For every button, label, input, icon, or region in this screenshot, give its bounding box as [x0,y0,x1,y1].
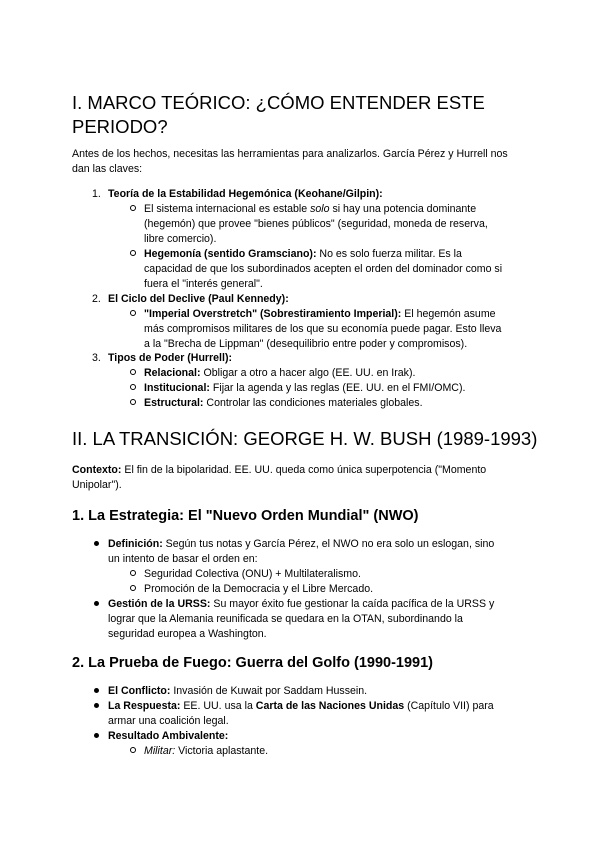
section2-title: II. LA TRANSICIÓN: GEORGE H. W. BUSH (1989-1993) [72,428,538,449]
list-subitem: Relacional: Obligar a otro a hacer algo (EE. UU. en Irak). [144,367,416,379]
subsection1-title: 1. La Estrategia: El "Nuevo Orden Mundial" (NWO) [72,508,419,524]
list-item-cont: seguridad europea a Washington. [108,628,267,640]
list-subitem: Estructural: Controlar las condiciones materiales globales. [144,397,423,409]
list-item-title: Teoría de la Estabilidad Hegemónica (Keohane/Gilpin): [108,188,383,200]
list-item-title: Tipos de Poder (Hurrell): [108,352,233,364]
list-item-title: El Ciclo del Declive (Paul Kennedy): [108,293,289,305]
list-item: El Conflicto: Invasión de Kuwait por Saddam Hussein. [108,685,368,697]
circle-bullet-icon [130,202,136,217]
list-item: Definición: Según tus notas y García Pérez, el NWO no era solo un eslogan, sino [108,538,495,550]
subsection2-title: 2. La Prueba de Fuego: Guerra del Golfo (1990-1991) [72,655,433,671]
section1-title: I. MARCO TEÓRICO: ¿CÓMO ENTENDER ESTE PERIODO? [72,92,485,137]
circle-bullet-icon [130,744,136,759]
list-item-cont: lograr que la Alemania reunificada se quedara en la OTAN, subordinando la [108,613,463,625]
list-item-cont: un intento de basar el orden en: [108,553,258,565]
disc-bullet-icon [94,699,99,714]
list-subitem: El sistema internacional es estable solo si hay una potencia dominante [144,203,477,215]
circle-bullet-icon [130,381,136,396]
list-subitem-cont: (hegemón) que provee "bienes públicos" (seguridad, moneda de reserva, [144,218,488,230]
list-subitem: Hegemonía (sentido Gramsciano): No es solo fuerza militar. Es la [144,248,462,260]
list-subitem: Promoción de la Democracia y el Libre Mercado. [144,583,374,595]
disc-bullet-icon [94,537,99,552]
circle-bullet-icon [130,307,136,322]
list-subitem-cont: libre comercio). [144,233,217,245]
circle-bullet-icon [130,396,136,411]
list-item: La Respuesta: EE. UU. usa la Carta de las Naciones Unidas (Capítulo VII) para [108,700,494,712]
circle-bullet-icon [130,247,136,262]
list-subitem-cont: a la "Brecha de Lippman" (desequilibrio entre poder y compromisos). [144,338,468,350]
context-line: Contexto: El fin de la bipolaridad. EE. UU. queda como única superpotencia ("Momento [72,464,487,476]
context-line-cont: Unipolar"). [72,479,122,491]
list-subitem: Seguridad Colectiva (ONU) + Multilateralismo. [144,568,361,580]
list-number: 3. [92,352,101,364]
list-subitem-cont: capacidad de que los subordinados acepten el orden del dominador como si [144,263,503,275]
list-subitem: Militar: Victoria aplastante. [144,745,269,757]
list-subitem-cont: más compromisos militares de los que su economía puede pagar. Esto lleva [144,323,502,335]
list-number: 1. [92,188,101,200]
disc-bullet-icon [94,597,99,612]
section1-intro: Antes de los hechos, necesitas las herramientas para analizarlos. García Pérez y Hurrell nos dan las claves: [72,148,508,175]
list-subitem: Institucional: Fijar la agenda y las reglas (EE. UU. en el FMI/OMC). [144,382,466,394]
list-item: Gestión de la URSS: Su mayor éxito fue gestionar la caída pacífica de la URSS y [108,598,495,610]
circle-bullet-icon [130,366,136,381]
disc-bullet-icon [94,729,99,744]
circle-bullet-icon [130,567,136,582]
list-item-cont: armar una coalición legal. [108,715,229,727]
list-number: 2. [92,293,101,305]
list-item: Resultado Ambivalente: [108,730,229,742]
circle-bullet-icon [130,582,136,597]
list-subitem-cont: fuera el "interés general". [144,278,263,290]
list-subitem: "Imperial Overstretch" (Sobrestiramiento Imperial): El hegemón asume [144,308,496,320]
disc-bullet-icon [94,684,99,699]
